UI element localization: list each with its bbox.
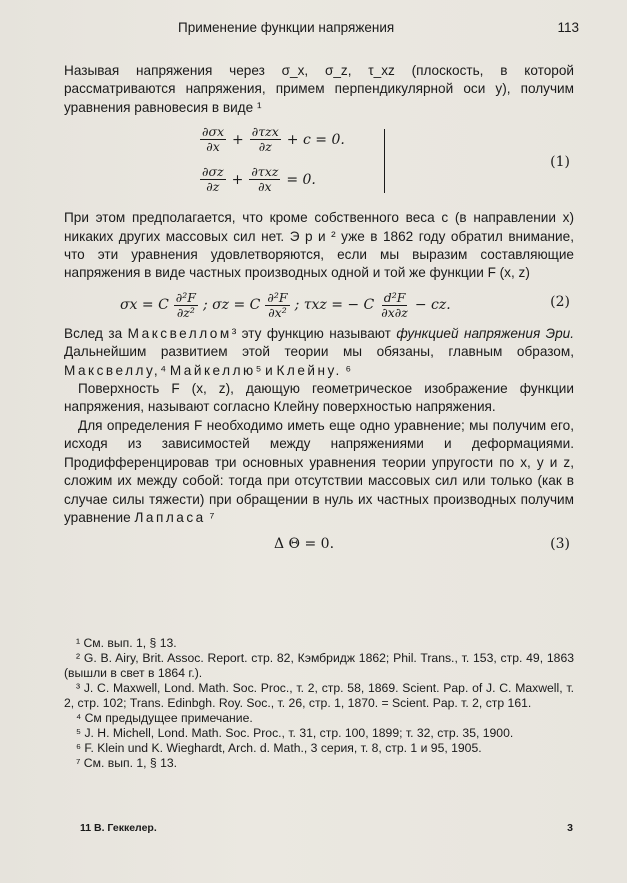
main-text — [64, 62, 574, 563]
page-number: 113 — [557, 20, 579, 35]
footnote: ² G. B. Airy, Brit. Assoc. Report. стр. 82, Кэмбридж 1862; Phil. Trans., т. 153, стр. 49, 1863 (вышли в свет в 1864 г.). — [64, 651, 574, 680]
footnote: ¹ См. вып. 1, § 13. — [76, 636, 177, 650]
equation-1-line-2: $\frac{\partial\sigma z}{\partial z}$ + $\frac{\text{∂τxz}}{\partial x}$ = 0. — [202, 164, 316, 195]
footnote: ⁶ F. Klein und K. Wieghardt, Arch. d. Math., 3 серия, т. 8, стр. 1 и 95, 1905. — [76, 741, 482, 755]
equation-1-number: (1) — [550, 154, 570, 171]
equation-2: σx = C $\frac{\text{∂²F}}{\text{∂z²}}$ ; σz = C $\frac{\text{∂²F}}{\text{∂x²}}$ ; τxz = − C $\frac{\text{d²F}}{\partial x\partial z}$ − cz. (2) — [120, 289, 570, 320]
signature-right: 3 — [567, 822, 573, 834]
footnote: ³ J. C. Maxwell, Lond. Math. Soc. Proc., т. 2, стр. 58, 1869. Scient. Pap. of J. C. Maxwell, т. 2, стр. 102; Trans. Edinbgh. Roy. Soc., т. 26, стр. 1, 1870. = Scient. Pap. т. 2, стр 161. — [64, 681, 574, 710]
equation-1 — [64, 125, 574, 203]
printer-signature — [80, 822, 573, 834]
equation-3 — [64, 531, 574, 557]
signature-left: 11 В. Геккелер. — [80, 822, 157, 834]
paragraph-2: При этом предполагается, что кроме собственного веса c (в направлении x) никаких других массовых сил нет. Э р и ² уже в 1862 году обратил внимание, что эти уравнения удовлетворяются, если мы выразим составляющие напряжения в виде частных производных одной и той же функции F (x, z) — [64, 210, 574, 281]
equation-1-line-1: $\frac{\partial\sigma x}{\partial x}$ + $\frac{\text{∂τzx}}{\partial z}$ + c = 0. — [202, 124, 345, 155]
paragraph-1: Называя напряжения через σ_x, σ_z, τ_xz (плоскость, в которой рассматриваются напряжения, примем перпендикулярной оси y), получим уравнения равновесия в виде ¹ — [64, 63, 574, 115]
footnote: ⁷ См. вып. 1, § 13. — [76, 756, 178, 770]
paragraph-5: Для определения F необходимо иметь еще одно уравнение; мы получим его, исходя из зависимостей между напряжениями и деформациями. Продифференцировав три основных уравнения теории упругости по x, y и z, сложим их между собой: тогда при отсутствии массовых сил или только (как в случае силы тяжести) при обращении в нуль их частных производных получим уравнение Лапласа ⁷ — [64, 417, 574, 525]
running-title: Применение функции напряжения — [178, 20, 395, 35]
footnote: ⁵ J. H. Michell, Lond. Math. Soc. Proc., т. 31, стр. 100, 1899; т. 32, стр. 35, 1900. — [76, 726, 514, 740]
equation-bracket-rule — [384, 129, 385, 193]
equation-3-content: Δ Θ = 0. — [274, 536, 335, 553]
footnote: ⁴ См предыдущее примечание. — [76, 711, 253, 725]
paragraph-4: Поверхность F (x, z), дающую геометрическое изображение функции напряжения, называют согласно Клейну поверхностью напряжения. — [64, 381, 574, 415]
equation-3-number: (3) — [550, 536, 570, 553]
paragraph-3: Вслед за Максвеллом³ эту функцию называют функцией напряжения Эри. Дальнейшим развитием этой теории мы обязаны, главным образом, Максвеллу,⁴ Майкеллю⁵ и Клейну. ⁶ — [64, 325, 574, 378]
equation-2-number: (2) — [550, 293, 570, 310]
footnotes — [64, 636, 574, 771]
